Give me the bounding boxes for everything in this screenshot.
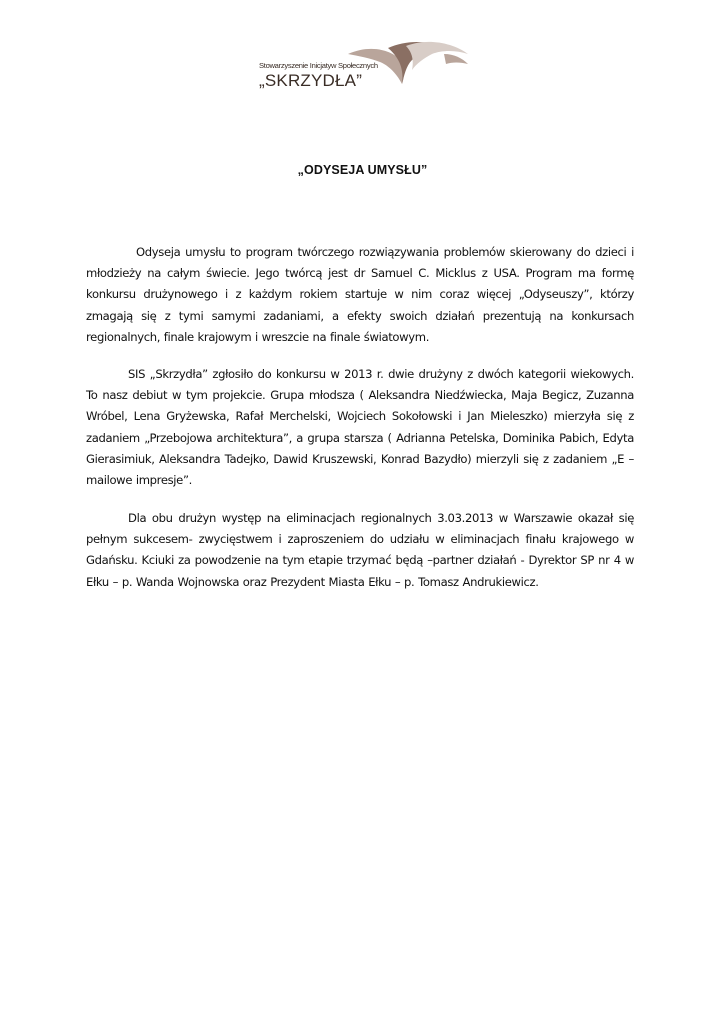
organization-logo	[256, 40, 471, 98]
paragraph: Dla obu drużyn występ na eliminacjach regionalnych 3.03.2013 w Warszawie okazał się pełnym sukcesem- zwycięstwem i zaproszeniem do udziału w eliminacjach finału krajowego w Gdańsku. Kciuki za powodzenie na tym etapie trzymać będą –partner działań - Dyrektor SP nr 4 w Ełku – p. Wanda Wojnowska oraz Prezydent Miasta Ełku – p. Tomasz Andrukiewicz.	[86, 511, 634, 589]
logo-organization-name: Stowarzyszenie Inicjatyw Społecznych	[259, 61, 378, 70]
paragraph-1-block	[86, 242, 634, 348]
paragraph: Odyseja umysłu to program twórczego rozwiązywania problemów skierowany do dzieci i młodzieży na całym świecie. Jego twórcą jest dr Samuel C. Micklus z USA. Program ma formę konkursu drużynowego i z każdym rokiem startuje w nim coraz więcej „Odyseuszy”, którzy zmagają się z tymi samymi zadaniami, a efekty swoich działań prezentują na konkursach regionalnych, finale krajowym i wreszcie na finale światowym.	[86, 245, 634, 344]
document-title: „ODYSEJA UMYSŁU”	[297, 163, 428, 177]
paragraph: SIS „Skrzydła” zgłosiło do konkursu w 2013 r. dwie drużyny z dwóch kategorii wiekowych. To nasz debiut w tym projekcie. Grupa młodsza ( Aleksandra Niedźwiecka, Maja Begicz, Zuzanna Wróbel, Lena Gryżewska, Rafał Merchelski, Wojciech Sokołowski i Jan Mieleszko) mierzyła się z zadaniem „Przebojowa architektura”, a grupa starsza ( Adrianna Petelska, Dominika Pabich, Edyta Gierasimiuk, Aleksandra Tadejko, Dawid Kruszewski, Konrad Bazydło) mierzyli się z zadaniem „E – mailowe impresje”.	[86, 367, 634, 488]
paragraph-3-block	[86, 508, 634, 593]
paragraph-2-block	[86, 364, 634, 491]
logo-brand-name: „SKRZYDŁA”	[259, 71, 363, 90]
